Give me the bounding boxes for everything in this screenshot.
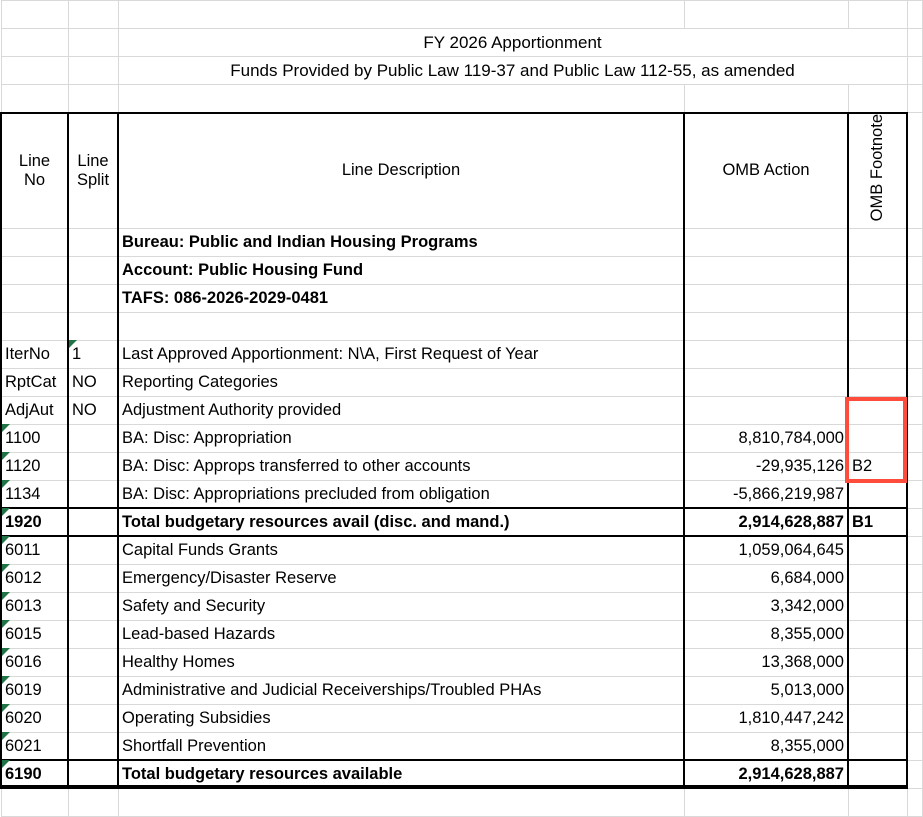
cell-line-no[interactable]	[1, 424, 68, 452]
cell-blank[interactable]	[684, 1, 848, 29]
table-body	[1, 1, 922, 817]
cell-blank[interactable]	[1, 228, 68, 256]
table-row	[1, 704, 922, 732]
cell-omb-footnote[interactable]	[848, 704, 907, 732]
cell-blank[interactable]	[684, 312, 848, 340]
meta-gap-row	[1, 312, 922, 340]
cell-blank[interactable]	[118, 85, 684, 113]
cell-omb-action[interactable]: 1,059,064,645	[684, 536, 848, 564]
cell-blank[interactable]	[68, 29, 118, 57]
cell-line-no-text: 1920	[5, 512, 42, 531]
tafs-label[interactable]: TAFS: 086-2026-2029-0481	[118, 284, 684, 312]
header-line-description[interactable]: Line Description	[118, 113, 684, 229]
cell-description[interactable]: BA: Disc: Appropriation	[118, 424, 684, 452]
cell-blank[interactable]	[1, 788, 68, 816]
cell-blank[interactable]	[1, 29, 68, 57]
cell-blank[interactable]	[907, 57, 922, 85]
bureau-label[interactable]: Bureau: Public and Indian Housing Programs	[118, 228, 684, 256]
cell-omb-action[interactable]: 8,355,000	[684, 732, 848, 760]
header-line-split-line1: Line	[77, 151, 109, 170]
cell-omb-footnote[interactable]	[848, 536, 907, 564]
table-row-total	[1, 760, 922, 788]
cell-blank[interactable]	[907, 508, 922, 536]
cell-blank[interactable]	[68, 256, 118, 284]
cell-blank[interactable]	[907, 340, 922, 368]
header-line-split[interactable]	[68, 113, 118, 229]
cell-blank[interactable]	[68, 788, 118, 816]
cell-blank[interactable]	[1, 57, 68, 85]
header-line-split-line2: Split	[76, 170, 110, 189]
spacer-row	[1, 85, 922, 113]
cell-blank[interactable]	[684, 284, 848, 312]
cell-blank[interactable]	[907, 228, 922, 256]
cell-description[interactable]: Total budgetary resources avail (disc. and mand.)	[118, 508, 684, 536]
table-row	[1, 620, 922, 648]
cell-line-no[interactable]	[1, 676, 68, 704]
param-row	[1, 368, 922, 396]
trailing-row	[1, 788, 922, 816]
page-title[interactable]: FY 2026 Apportionment	[118, 29, 907, 57]
cell-omb-action[interactable]: 13,368,000	[684, 648, 848, 676]
cell-blank[interactable]	[848, 256, 907, 284]
cell-omb-footnote[interactable]	[848, 732, 907, 760]
cell-blank[interactable]	[907, 452, 922, 480]
cell-line-no[interactable]	[1, 760, 68, 788]
cell-description[interactable]: Administrative and Judicial Receiverships/Troubled PHAs	[118, 676, 684, 704]
cell-line-no[interactable]	[1, 536, 68, 564]
cell-blank[interactable]	[848, 312, 907, 340]
cell-omb-action[interactable]: -5,866,219,987	[684, 480, 848, 508]
cell-omb-footnote[interactable]	[848, 676, 907, 704]
table-row	[1, 564, 922, 592]
cell-line-split[interactable]	[68, 508, 118, 536]
cell-blank[interactable]	[907, 113, 922, 229]
table-row-total	[1, 508, 922, 536]
table-row	[1, 648, 922, 676]
cell-blank[interactable]	[684, 396, 848, 424]
cell-blank[interactable]	[907, 564, 922, 592]
meta-row-account	[1, 256, 922, 284]
param-label-text: IterNo	[5, 344, 50, 363]
cell-omb-action[interactable]: 8,810,784,000	[684, 424, 848, 452]
cell-blank[interactable]	[907, 29, 922, 57]
param-label[interactable]	[1, 340, 68, 368]
cell-blank[interactable]	[848, 85, 907, 113]
cell-line-no-text: 6019	[5, 680, 42, 699]
cell-blank[interactable]	[848, 340, 907, 368]
header-omb-footnote-rotated	[868, 114, 886, 221]
cell-line-no[interactable]	[1, 732, 68, 760]
param-description[interactable]: Last Approved Apportionment: N\A, First Request of Year	[118, 340, 684, 368]
cell-blank[interactable]	[848, 396, 907, 424]
page-subtitle[interactable]: Funds Provided by Public Law 119-37 and Public Law 112-55, as amended	[118, 57, 907, 85]
cell-omb-action[interactable]: 3,342,000	[684, 592, 848, 620]
meta-row-tafs	[1, 284, 922, 312]
cell-blank[interactable]	[684, 85, 848, 113]
cell-blank[interactable]	[907, 85, 922, 113]
cell-blank[interactable]	[68, 85, 118, 113]
cell-omb-footnote[interactable]	[848, 760, 907, 788]
cell-omb-footnote[interactable]	[848, 480, 907, 508]
cell-omb-action[interactable]: 5,013,000	[684, 676, 848, 704]
cell-blank[interactable]	[684, 228, 848, 256]
table-row	[1, 732, 922, 760]
cell-blank[interactable]	[907, 704, 922, 732]
cell-blank[interactable]	[68, 57, 118, 85]
cell-blank[interactable]	[1, 256, 68, 284]
cell-blank[interactable]	[907, 536, 922, 564]
cell-blank[interactable]	[68, 1, 118, 29]
cell-omb-action[interactable]: -29,935,126	[684, 452, 848, 480]
cell-line-no-text: 1134	[5, 484, 41, 503]
cell-description[interactable]: Safety and Security	[118, 592, 684, 620]
cell-line-no-text: 6011	[5, 541, 41, 560]
table-row	[1, 424, 922, 452]
document-title-row	[1, 29, 922, 57]
cell-line-no-text: 6016	[5, 652, 42, 671]
cell-blank[interactable]	[68, 284, 118, 312]
table-row	[1, 592, 922, 620]
header-line-no[interactable]	[1, 113, 68, 229]
cell-line-split[interactable]	[68, 704, 118, 732]
cell-blank[interactable]	[848, 228, 907, 256]
cell-blank[interactable]	[118, 788, 684, 816]
param-description[interactable]: Reporting Categories	[118, 368, 684, 396]
cell-line-no[interactable]	[1, 592, 68, 620]
cell-blank[interactable]	[907, 256, 922, 284]
param-value[interactable]: NO	[68, 396, 118, 424]
param-value[interactable]	[68, 340, 118, 368]
cell-blank[interactable]	[1, 1, 68, 29]
cell-description[interactable]: BA: Disc: Appropriations precluded from obligation	[118, 480, 684, 508]
cell-blank[interactable]	[907, 676, 922, 704]
cell-omb-footnote[interactable]	[848, 424, 907, 452]
cell-blank[interactable]	[118, 312, 684, 340]
header-omb-action[interactable]: OMB Action	[684, 113, 848, 229]
cell-blank[interactable]	[907, 732, 922, 760]
table-row	[1, 480, 922, 508]
cell-blank[interactable]	[907, 368, 922, 396]
document-subtitle-row	[1, 57, 922, 85]
cell-description[interactable]: BA: Disc: Approps transferred to other accounts	[118, 452, 684, 480]
cell-line-split[interactable]	[68, 620, 118, 648]
table-row	[1, 676, 922, 704]
top-sliver-row	[1, 1, 922, 29]
cell-omb-action[interactable]: 1,810,447,242	[684, 704, 848, 732]
param-row	[1, 340, 922, 368]
cell-line-split[interactable]	[68, 592, 118, 620]
cell-line-split[interactable]	[68, 536, 118, 564]
cell-blank[interactable]	[907, 760, 922, 788]
cell-description[interactable]: Lead-based Hazards	[118, 620, 684, 648]
table-row	[1, 536, 922, 564]
cell-blank[interactable]	[848, 368, 907, 396]
cell-blank[interactable]	[907, 312, 922, 340]
cell-description[interactable]: Healthy Homes	[118, 648, 684, 676]
cell-line-no-text: 1100	[5, 428, 41, 447]
cell-blank[interactable]	[1, 312, 68, 340]
header-omb-footnote-line2: Footnote	[868, 113, 887, 179]
cell-blank[interactable]	[907, 284, 922, 312]
cell-blank[interactable]	[907, 620, 922, 648]
cell-blank[interactable]	[118, 1, 684, 29]
cell-omb-action[interactable]: 8,355,000	[684, 620, 848, 648]
header-line-no-line1: Line	[18, 151, 51, 170]
cell-line-split[interactable]	[68, 564, 118, 592]
cell-blank[interactable]	[1, 85, 68, 113]
cell-blank[interactable]	[907, 1, 922, 29]
cell-blank[interactable]	[1, 284, 68, 312]
cell-description[interactable]: Shortfall Prevention	[118, 732, 684, 760]
cell-blank[interactable]	[907, 592, 922, 620]
header-omb-footnote[interactable]	[848, 113, 907, 229]
cell-blank[interactable]	[684, 256, 848, 284]
cell-blank[interactable]	[68, 228, 118, 256]
cell-blank[interactable]	[684, 340, 848, 368]
cell-line-split[interactable]	[68, 676, 118, 704]
cell-line-no[interactable]	[1, 508, 68, 536]
cell-omb-footnote[interactable]	[848, 648, 907, 676]
cell-description[interactable]: Emergency/Disaster Reserve	[118, 564, 684, 592]
cell-line-no-text: 6190	[5, 764, 42, 783]
cell-blank[interactable]	[907, 788, 922, 816]
header-omb-footnote-line1: OMB	[868, 183, 887, 221]
cell-line-no-text: 6015	[5, 624, 42, 643]
param-label[interactable]: AdjAut	[1, 396, 68, 424]
cell-line-no[interactable]	[1, 452, 68, 480]
cell-omb-footnote[interactable]: B2	[848, 452, 907, 480]
cell-blank[interactable]	[848, 284, 907, 312]
cell-line-no[interactable]	[1, 480, 68, 508]
cell-blank[interactable]	[907, 648, 922, 676]
cell-description[interactable]: Operating Subsidies	[118, 704, 684, 732]
cell-line-no[interactable]	[1, 704, 68, 732]
cell-blank[interactable]	[848, 788, 907, 816]
cell-line-no-text: 1120	[5, 456, 41, 475]
param-value-text: 1	[72, 344, 82, 363]
cell-description[interactable]: Total budgetary resources available	[118, 760, 684, 788]
cell-line-no[interactable]	[1, 620, 68, 648]
cell-omb-action[interactable]: 2,914,628,887	[684, 508, 848, 536]
meta-row-bureau	[1, 228, 922, 256]
cell-omb-footnote[interactable]: B1	[848, 508, 907, 536]
cell-blank[interactable]	[907, 396, 922, 424]
cell-blank[interactable]	[68, 312, 118, 340]
cell-line-split[interactable]	[68, 452, 118, 480]
cell-line-split[interactable]	[68, 760, 118, 788]
cell-blank[interactable]	[848, 1, 907, 29]
cell-line-no-text: 6013	[5, 596, 42, 615]
cell-omb-footnote[interactable]	[848, 564, 907, 592]
header-line-no-line2: No	[23, 170, 46, 189]
cell-blank[interactable]	[907, 480, 922, 508]
column-header-row	[1, 113, 922, 229]
cell-line-split[interactable]	[68, 732, 118, 760]
table-row	[1, 452, 922, 480]
cell-line-split[interactable]	[68, 480, 118, 508]
param-value[interactable]: NO	[68, 368, 118, 396]
cell-blank[interactable]	[684, 788, 848, 816]
cell-omb-action[interactable]: 2,914,628,887	[684, 760, 848, 788]
param-label[interactable]: RptCat	[1, 368, 68, 396]
cell-blank[interactable]	[684, 368, 848, 396]
cell-line-no[interactable]	[1, 648, 68, 676]
cell-line-split[interactable]	[68, 424, 118, 452]
param-description[interactable]: Adjustment Authority provided	[118, 396, 684, 424]
cell-line-split[interactable]	[68, 648, 118, 676]
cell-line-no-text: 6012	[5, 568, 42, 587]
cell-omb-footnote[interactable]	[848, 620, 907, 648]
cell-omb-footnote[interactable]	[848, 592, 907, 620]
cell-omb-action[interactable]: 6,684,000	[684, 564, 848, 592]
cell-line-no-text: 6021	[5, 736, 42, 755]
cell-line-no-text: 6020	[5, 708, 42, 727]
cell-description[interactable]: Capital Funds Grants	[118, 536, 684, 564]
param-row	[1, 396, 922, 424]
cell-line-no[interactable]	[1, 564, 68, 592]
account-label[interactable]: Account: Public Housing Fund	[118, 256, 684, 284]
cell-blank[interactable]	[907, 424, 922, 452]
